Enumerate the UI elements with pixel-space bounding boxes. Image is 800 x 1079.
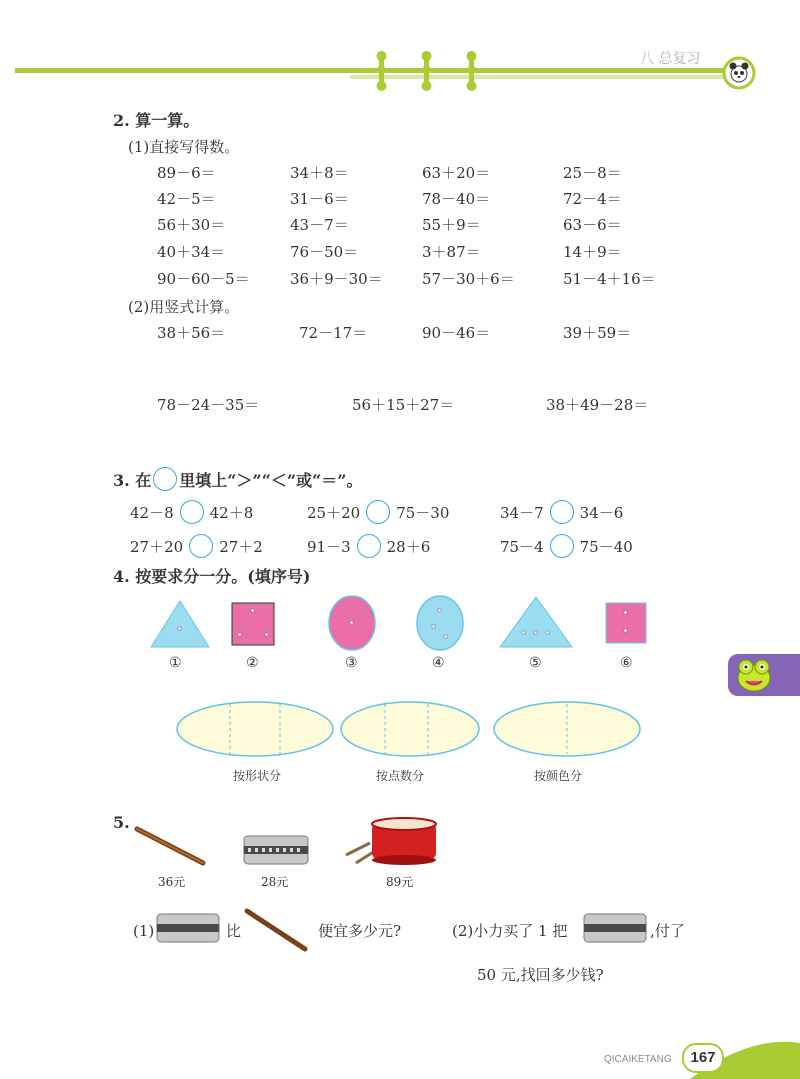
q2-vertical-item: 38＋49－28＝	[546, 396, 649, 414]
q2-item: 31－6＝	[290, 190, 349, 208]
q2-vertical-item: 90－46＝	[422, 324, 491, 342]
q3-right: 75－30	[396, 503, 450, 522]
q2-vertical-item: 78－24－35＝	[157, 396, 260, 414]
q2-item: 89－6＝	[157, 164, 216, 182]
q2-item: 40＋34＝	[157, 243, 226, 261]
q2-vertical-item: 72－17＝	[299, 324, 368, 342]
harmonica-price: 28元	[261, 875, 289, 889]
q3-left: 75－4	[500, 537, 544, 556]
sort-ellipse-color[interactable]	[494, 702, 640, 756]
drum-price: 89元	[386, 875, 414, 889]
q5-number: 5.	[113, 813, 130, 832]
square-two-dots-icon	[606, 603, 646, 643]
q2-item: 90－60－5＝	[157, 270, 250, 288]
q2-item: 51－4＋16＝	[563, 270, 656, 288]
triangle-three-dots-icon	[500, 597, 572, 647]
q5-p2-line2: 50 元,找回多少钱?	[477, 966, 604, 984]
q3-right: 34－6	[579, 503, 624, 522]
footer-brand: QICAIKETANG	[604, 1054, 672, 1065]
shape-label: ④	[432, 655, 445, 671]
q2-item: 55＋9＝	[422, 216, 481, 234]
q2-vertical-item: 39＋59＝	[563, 324, 632, 342]
q3-compare-item	[307, 500, 449, 524]
q3-compare-item	[500, 500, 623, 524]
q5-p2-suffix: ,付了	[650, 922, 685, 940]
q4-title: 4. 按要求分一分。(填序号)	[113, 567, 311, 586]
q2-item: 78－40＝	[422, 190, 491, 208]
q3-left: 42－8	[130, 503, 174, 522]
q2-item: 34＋8＝	[290, 164, 349, 182]
harmonica-icon	[155, 910, 223, 946]
q3-left: 25＋20	[307, 503, 361, 522]
q2-part1-title: (1)直接写得数。	[128, 138, 240, 156]
q2-item: 72－4＝	[563, 190, 622, 208]
q2-item: 63＋20＝	[422, 164, 491, 182]
shape-label: ②	[246, 655, 259, 671]
shape-label: ①	[169, 655, 182, 671]
sort-caption: 按形状分	[233, 769, 282, 783]
q2-item: 14＋9＝	[563, 243, 622, 261]
shape-label: ③	[345, 655, 358, 671]
sort-caption: 按颜色分	[534, 769, 583, 783]
answer-circle-input[interactable]	[189, 534, 213, 558]
q5-p2-prefix: (2)小力买了 1 把	[452, 922, 568, 940]
page-number: 167	[682, 1043, 724, 1073]
shapes-row	[140, 595, 660, 655]
q3-compare-item	[130, 500, 253, 524]
q3-compare-item	[500, 534, 633, 558]
sort-caption: 按点数分	[376, 769, 425, 783]
q5-p1-prefix: (1)	[133, 922, 155, 940]
q3-right: 42＋8	[209, 503, 254, 522]
q3-right: 28＋6	[386, 537, 431, 556]
q2-item: 3＋87＝	[422, 243, 481, 261]
chapter-title: 八 总复习	[640, 51, 701, 67]
q3-compare-item	[130, 534, 263, 558]
q2-vertical-item: 38＋56＝	[157, 324, 226, 342]
sorting-ellipses	[175, 700, 655, 760]
flute-icon	[133, 823, 208, 868]
panda-icon	[722, 56, 756, 90]
blank-circle-icon	[153, 467, 177, 491]
q5-p1-mid: 比	[226, 922, 242, 940]
frog-icon	[734, 656, 774, 694]
q2-item: 57－30＋6＝	[422, 270, 515, 288]
shape-label: ⑥	[620, 655, 633, 671]
drum-icon	[342, 815, 442, 870]
q3-left: 27＋20	[130, 537, 184, 556]
harmonica-icon	[242, 832, 312, 868]
triangle-one-dot-icon	[151, 601, 209, 647]
q3-title-prefix: 3. 在	[113, 470, 152, 490]
q2-item: 43－7＝	[290, 216, 349, 234]
q2-item: 63－6＝	[563, 216, 622, 234]
sort-ellipse-shape[interactable]	[177, 702, 333, 756]
q2-vertical-item: 56＋15＋27＝	[352, 396, 455, 414]
shape-label: ⑤	[529, 655, 542, 671]
q2-item: 36＋9－30＝	[290, 270, 383, 288]
q3-title-suffix: 里填上“＞”“＜”或“＝”。	[179, 470, 363, 490]
answer-circle-input[interactable]	[180, 500, 204, 524]
circle-three-dots-icon	[417, 596, 463, 650]
flute-icon	[243, 905, 309, 955]
q2-item: 42－5＝	[157, 190, 216, 208]
circle-one-dot-icon	[329, 596, 375, 650]
harmonica-icon	[582, 910, 650, 946]
flute-price: 36元	[158, 875, 186, 889]
q3-right: 75－40	[579, 537, 633, 556]
q2-item: 76－50＝	[290, 243, 359, 261]
q3-right: 27＋2	[219, 537, 263, 556]
sort-ellipse-dots[interactable]	[341, 702, 479, 756]
q2-part2-title: (2)用竖式计算。	[128, 298, 240, 316]
answer-circle-input[interactable]	[357, 534, 381, 558]
answer-circle-input[interactable]	[550, 500, 574, 524]
q3-compare-item	[307, 534, 430, 558]
q2-item: 56＋30＝	[157, 216, 226, 234]
answer-circle-input[interactable]	[550, 534, 574, 558]
q2-title: 2. 算一算。	[113, 111, 200, 130]
q3-left: 34－7	[500, 503, 544, 522]
q2-item: 25－8＝	[563, 164, 622, 182]
square-three-dots-icon	[232, 603, 274, 645]
answer-circle-input[interactable]	[366, 500, 390, 524]
q5-p1-suffix: 便宜多少元?	[318, 922, 402, 940]
q3-title	[113, 467, 363, 491]
header-pins-icon	[370, 50, 485, 92]
q3-left: 91－3	[307, 537, 351, 556]
